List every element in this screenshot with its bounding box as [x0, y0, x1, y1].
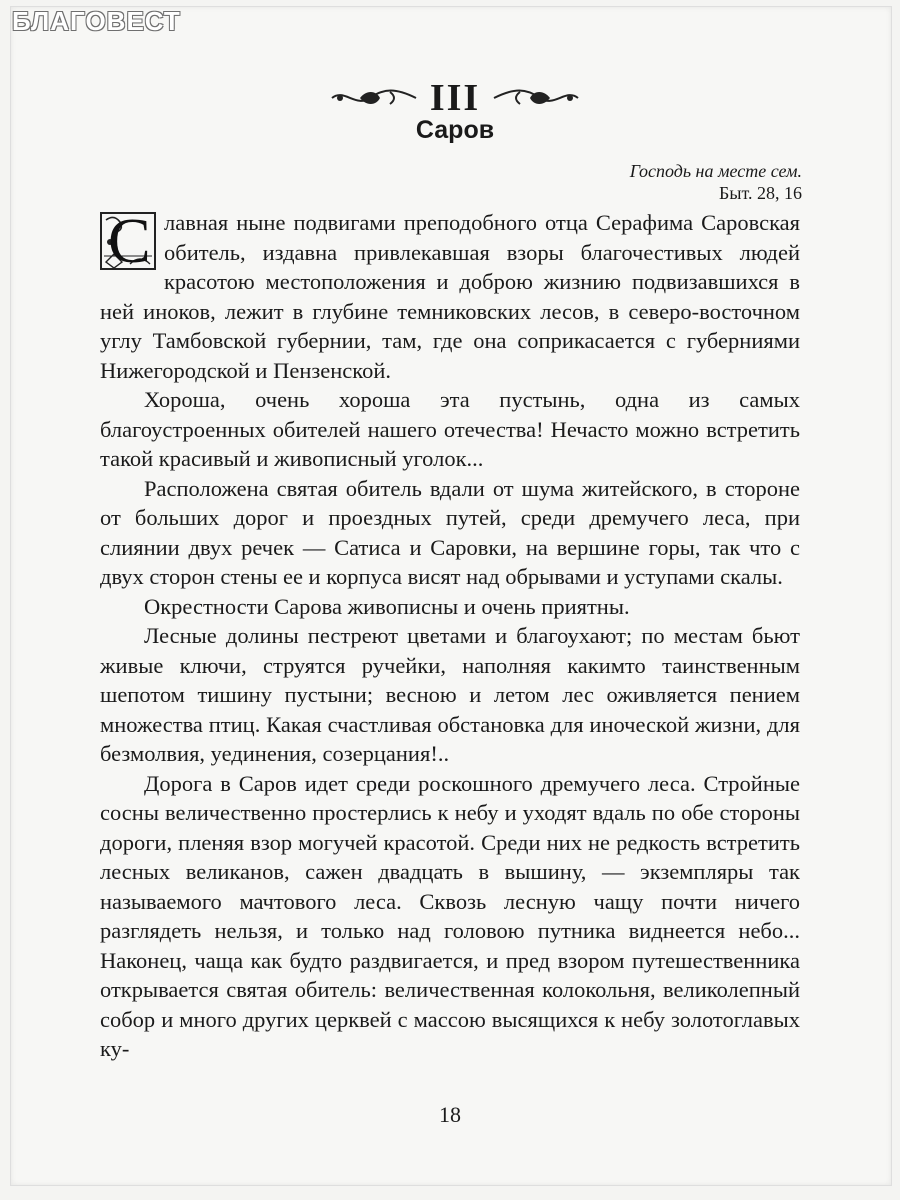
paragraph-text: лавная ныне подвигами преподобного отца Серафима Саровская обитель, издавна привлекавшая взоры благочестивых людей красотою местоположения и доброю жизнию подвизавшихся в ней иноков, лежит в глубине темниковских лесов, в северо-восточном углу Тамбовской губернии, там, где она соприкасается с губерниями Нижегородской и Пензенской. [100, 210, 800, 383]
paragraph: Лесные долины пестреют цветами и благоухают; по местам бьют живые ключи, струятся ручейки, наполняя какимто таинственным шепотом тишину пустыни; весною и летом лес оживляется пением множества птиц. Какая счастливая обстановка для иноческой жизни, для безмолвия, уединения, созерцания!.. [100, 623, 800, 766]
chapter-title: Саров [415, 116, 495, 144]
paragraph [100, 205, 800, 385]
epigraph [630, 160, 802, 204]
epigraph-source: Быт. 28, 16 [719, 183, 802, 203]
paragraph: Дорога в Саров идет среди роскошного дремучего леса. Стройные сосны величественно простерлись к небу и уходят вдаль по обе стороны дороги, пленяя взор могучей красотой. Среди них не редкость встретить лесных великанов, сажен двадцать в вышину, — экземпляры так называемого мачтового леса. Сквозь лесную чащу почти ничего разглядеть нельзя, и только над головою путника виднеется небо... Наконец, чаща как будто раздвигается, и пред взором путешественника открывается святая обитель: величественная колокольня, великолепный собор и много других церквей с массою высящихся к небу золотоглавых ку- [100, 770, 800, 1061]
dropcap-letter: С [108, 205, 151, 276]
paragraph: Расположена святая обитель вдали от шума житейского, в стороне от больших дорог и проездных путей, среди дремучего леса, при слиянии двух речек — Сатиса и Саровки, на вершине горы, так что с двух сторон стены ее и корпуса висят над обрывами и уступами скалы. [100, 475, 800, 589]
dropcap [100, 205, 156, 276]
chapter-header [330, 78, 580, 118]
ornament-left-icon [330, 86, 418, 110]
paragraph: Хороша, очень хороша эта пустынь, одна из самых благоустроенных обителей нашего отечества! Нечасто можно встретить такой красивый и живописный уголок... [100, 387, 800, 471]
page-number: 18 [439, 1102, 461, 1127]
watermark-logo: БЛАГОВЕСТ [12, 6, 181, 36]
body-text [100, 205, 800, 1064]
paragraph: Окрестности Сарова живописны и очень приятны. [144, 593, 630, 619]
chapter-number: III [429, 77, 481, 119]
epigraph-text: Господь на месте сем. [629, 161, 802, 181]
ornament-right-icon [492, 86, 580, 110]
